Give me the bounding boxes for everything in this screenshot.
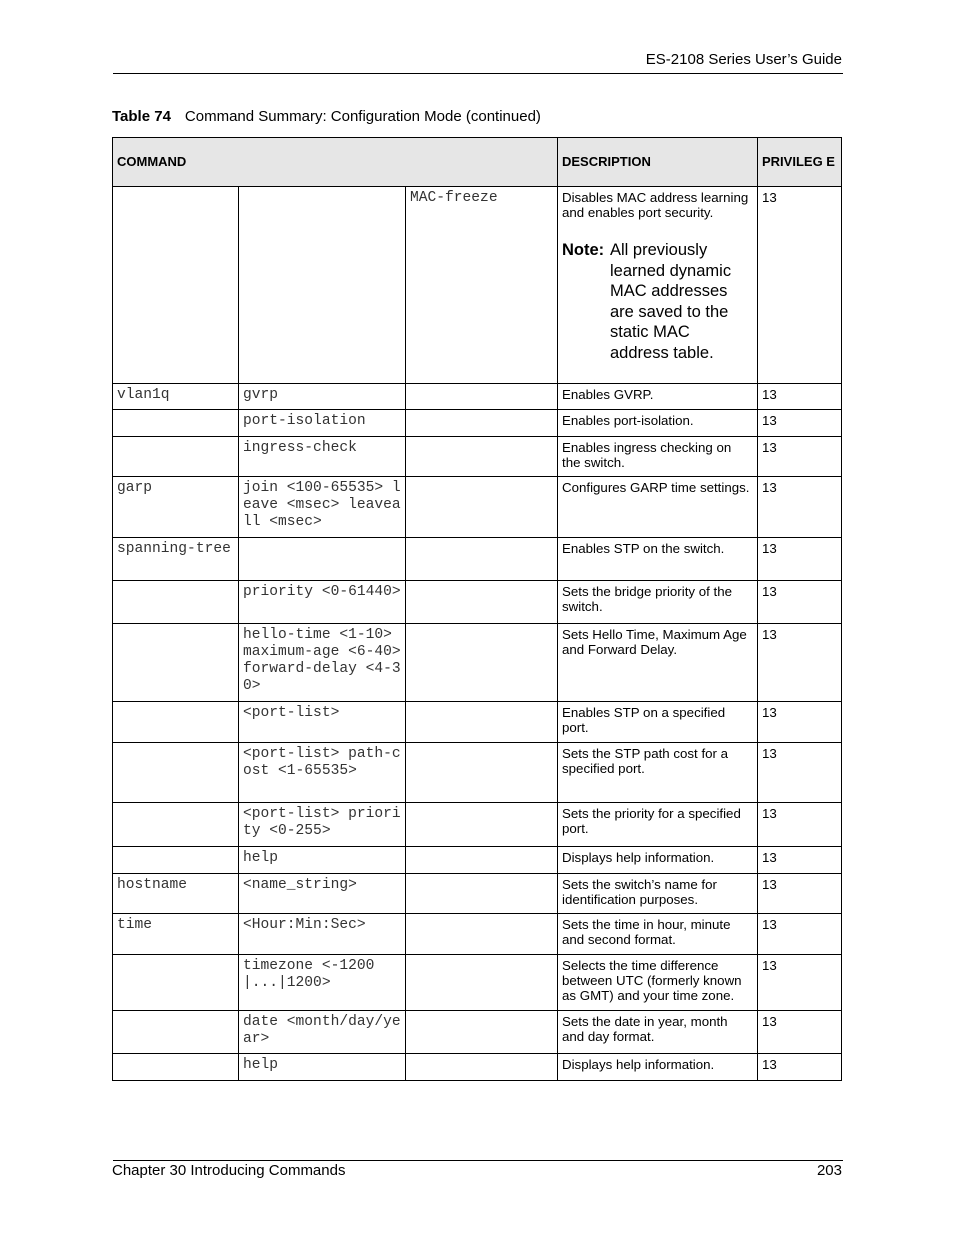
table-header-row <box>113 138 842 187</box>
privilege-cell: 13 <box>758 1011 842 1054</box>
description-cell <box>558 874 758 914</box>
command-cell-level-2: hello-time <1-10> maximum-age <6-40> forward-delay <4-30> <box>239 624 406 702</box>
table-row <box>113 410 842 437</box>
privilege-cell: 13 <box>758 624 842 702</box>
description-text: Sets the switch’s name for identification purposes. <box>562 877 717 907</box>
command-cell-level-3 <box>406 437 558 477</box>
command-cell-level-3 <box>406 477 558 538</box>
description-text: Enables GVRP. <box>562 387 654 402</box>
description-text: Enables STP on the switch. <box>562 541 725 556</box>
privilege-cell: 13 <box>758 955 842 1011</box>
table-row <box>113 955 842 1011</box>
description-cell <box>558 847 758 874</box>
description-text: Selects the time difference between UTC (formerly known as GMT) and your time zone. <box>562 958 742 1003</box>
description-cell <box>558 437 758 477</box>
command-cell-level-3 <box>406 581 558 624</box>
column-header-privilege: PRIVILEG E <box>758 138 842 187</box>
command-cell-level-1 <box>113 410 239 437</box>
note-label: Note: <box>562 241 605 259</box>
command-cell-level-1: vlan1q <box>113 384 239 410</box>
privilege-cell: 13 <box>758 410 842 437</box>
table-row <box>113 187 842 384</box>
description-text: Sets Hello Time, Maximum Age and Forward Delay. <box>562 627 747 657</box>
column-header-description: DESCRIPTION <box>558 138 758 187</box>
command-cell-level-2: gvrp <box>239 384 406 410</box>
description-cell <box>558 410 758 437</box>
privilege-cell: 13 <box>758 743 842 803</box>
privilege-cell: 13 <box>758 384 842 410</box>
description-text: Disables MAC address learning and enables port security. <box>562 190 749 220</box>
footer-rule <box>113 1160 843 1161</box>
note-text: All previously learned dynamic MAC addresses are saved to the static MAC address table. <box>610 241 732 362</box>
command-cell-level-3 <box>406 847 558 874</box>
page-header-title: ES-2108 Series User’s Guide <box>645 51 842 68</box>
command-cell-level-3 <box>406 384 558 410</box>
description-text: Displays help information. <box>562 1057 715 1072</box>
table-caption-text: Command Summary: Configuration Mode (continued) <box>184 108 541 125</box>
command-cell-level-2: <Hour:Min:Sec> <box>239 914 406 955</box>
command-cell-level-3 <box>406 702 558 743</box>
command-cell-level-2: help <box>239 847 406 874</box>
description-text: Sets the STP path cost for a specified port. <box>562 746 729 776</box>
command-cell-level-3 <box>406 955 558 1011</box>
command-cell-level-3 <box>406 914 558 955</box>
command-cell-level-1: spanning-tree <box>113 538 239 581</box>
privilege-cell: 13 <box>758 187 842 384</box>
command-cell-level-3 <box>406 624 558 702</box>
footer-chapter: Chapter 30 Introducing Commands <box>112 1162 346 1179</box>
description-text: Sets the priority for a specified port. <box>562 806 741 836</box>
description-text: Displays help information. <box>562 850 715 865</box>
command-cell-level-2: help <box>239 1054 406 1081</box>
description-cell <box>558 702 758 743</box>
privilege-cell: 13 <box>758 437 842 477</box>
command-cell-level-3 <box>406 410 558 437</box>
description-text: Enables STP on a specified port. <box>562 705 726 735</box>
command-cell-level-3 <box>406 874 558 914</box>
table-row <box>113 437 842 477</box>
privilege-cell: 13 <box>758 847 842 874</box>
command-cell-level-1: hostname <box>113 874 239 914</box>
command-cell-level-2: ingress-check <box>239 437 406 477</box>
command-cell-level-2: port-isolation <box>239 410 406 437</box>
description-cell <box>558 1011 758 1054</box>
privilege-cell: 13 <box>758 702 842 743</box>
command-cell-level-2: priority <0-61440> <box>239 581 406 624</box>
command-cell-level-3 <box>406 743 558 803</box>
note-block <box>562 240 753 363</box>
command-cell-level-1 <box>113 743 239 803</box>
command-cell-level-1 <box>113 1054 239 1081</box>
command-cell-level-2: <port-list> <box>239 702 406 743</box>
command-cell-level-3 <box>406 803 558 847</box>
privilege-cell: 13 <box>758 874 842 914</box>
command-cell-level-2: <name_string> <box>239 874 406 914</box>
privilege-cell: 13 <box>758 581 842 624</box>
table-row <box>113 803 842 847</box>
table-caption <box>112 108 541 125</box>
command-cell-level-2: timezone <-1200|...|1200> <box>239 955 406 1011</box>
description-cell <box>558 743 758 803</box>
description-cell <box>558 914 758 955</box>
command-cell-level-2: <port-list> path-cost <1-65535> <box>239 743 406 803</box>
command-table <box>112 137 842 1081</box>
description-cell <box>558 803 758 847</box>
command-cell-level-2 <box>239 187 406 384</box>
command-cell-level-2: join <100-65535> leave <msec> leaveall <msec> <box>239 477 406 538</box>
table-row <box>113 743 842 803</box>
header-rule <box>113 73 843 74</box>
command-cell-level-2: date <month/day/year> <box>239 1011 406 1054</box>
command-cell-level-3 <box>406 538 558 581</box>
table-row <box>113 624 842 702</box>
table-row <box>113 1011 842 1054</box>
privilege-cell: 13 <box>758 914 842 955</box>
description-cell <box>558 1054 758 1081</box>
command-cell-level-1 <box>113 1011 239 1054</box>
command-cell-level-2 <box>239 538 406 581</box>
command-cell-level-1 <box>113 702 239 743</box>
footer-page-number: 203 <box>816 1162 842 1179</box>
description-text: Sets the date in year, month and day format. <box>562 1014 728 1044</box>
table-caption-number: Table 74 <box>112 108 171 125</box>
description-text: Sets the bridge priority of the switch. <box>562 584 732 614</box>
description-text: Configures GARP time settings. <box>562 480 750 495</box>
table-row <box>113 847 842 874</box>
description-cell <box>558 477 758 538</box>
privilege-cell: 13 <box>758 803 842 847</box>
privilege-cell: 13 <box>758 1054 842 1081</box>
table-row <box>113 702 842 743</box>
table-row <box>113 384 842 410</box>
table-row <box>113 874 842 914</box>
description-cell <box>558 955 758 1011</box>
table-row <box>113 1054 842 1081</box>
description-text: Enables ingress checking on the switch. <box>562 440 732 470</box>
description-cell <box>558 187 758 384</box>
command-cell-level-1 <box>113 847 239 874</box>
command-cell-level-3 <box>406 1011 558 1054</box>
table-row <box>113 581 842 624</box>
command-cell-level-1 <box>113 187 239 384</box>
command-cell-level-3 <box>406 1054 558 1081</box>
privilege-cell: 13 <box>758 477 842 538</box>
command-cell-level-3: MAC-freeze <box>406 187 558 384</box>
table-row <box>113 538 842 581</box>
command-cell-level-1 <box>113 955 239 1011</box>
command-cell-level-1 <box>113 581 239 624</box>
command-cell-level-1 <box>113 624 239 702</box>
command-cell-level-1 <box>113 803 239 847</box>
description-cell <box>558 624 758 702</box>
description-text: Sets the time in hour, minute and second format. <box>562 917 731 947</box>
privilege-cell: 13 <box>758 538 842 581</box>
description-cell <box>558 384 758 410</box>
command-cell-level-1 <box>113 437 239 477</box>
command-cell-level-1: time <box>113 914 239 955</box>
description-cell <box>558 581 758 624</box>
table-row <box>113 914 842 955</box>
table-row <box>113 477 842 538</box>
command-cell-level-1: garp <box>113 477 239 538</box>
description-text: Enables port-isolation. <box>562 413 694 428</box>
description-cell <box>558 538 758 581</box>
column-header-command: COMMAND <box>113 138 558 187</box>
command-cell-level-2: <port-list> priority <0-255> <box>239 803 406 847</box>
